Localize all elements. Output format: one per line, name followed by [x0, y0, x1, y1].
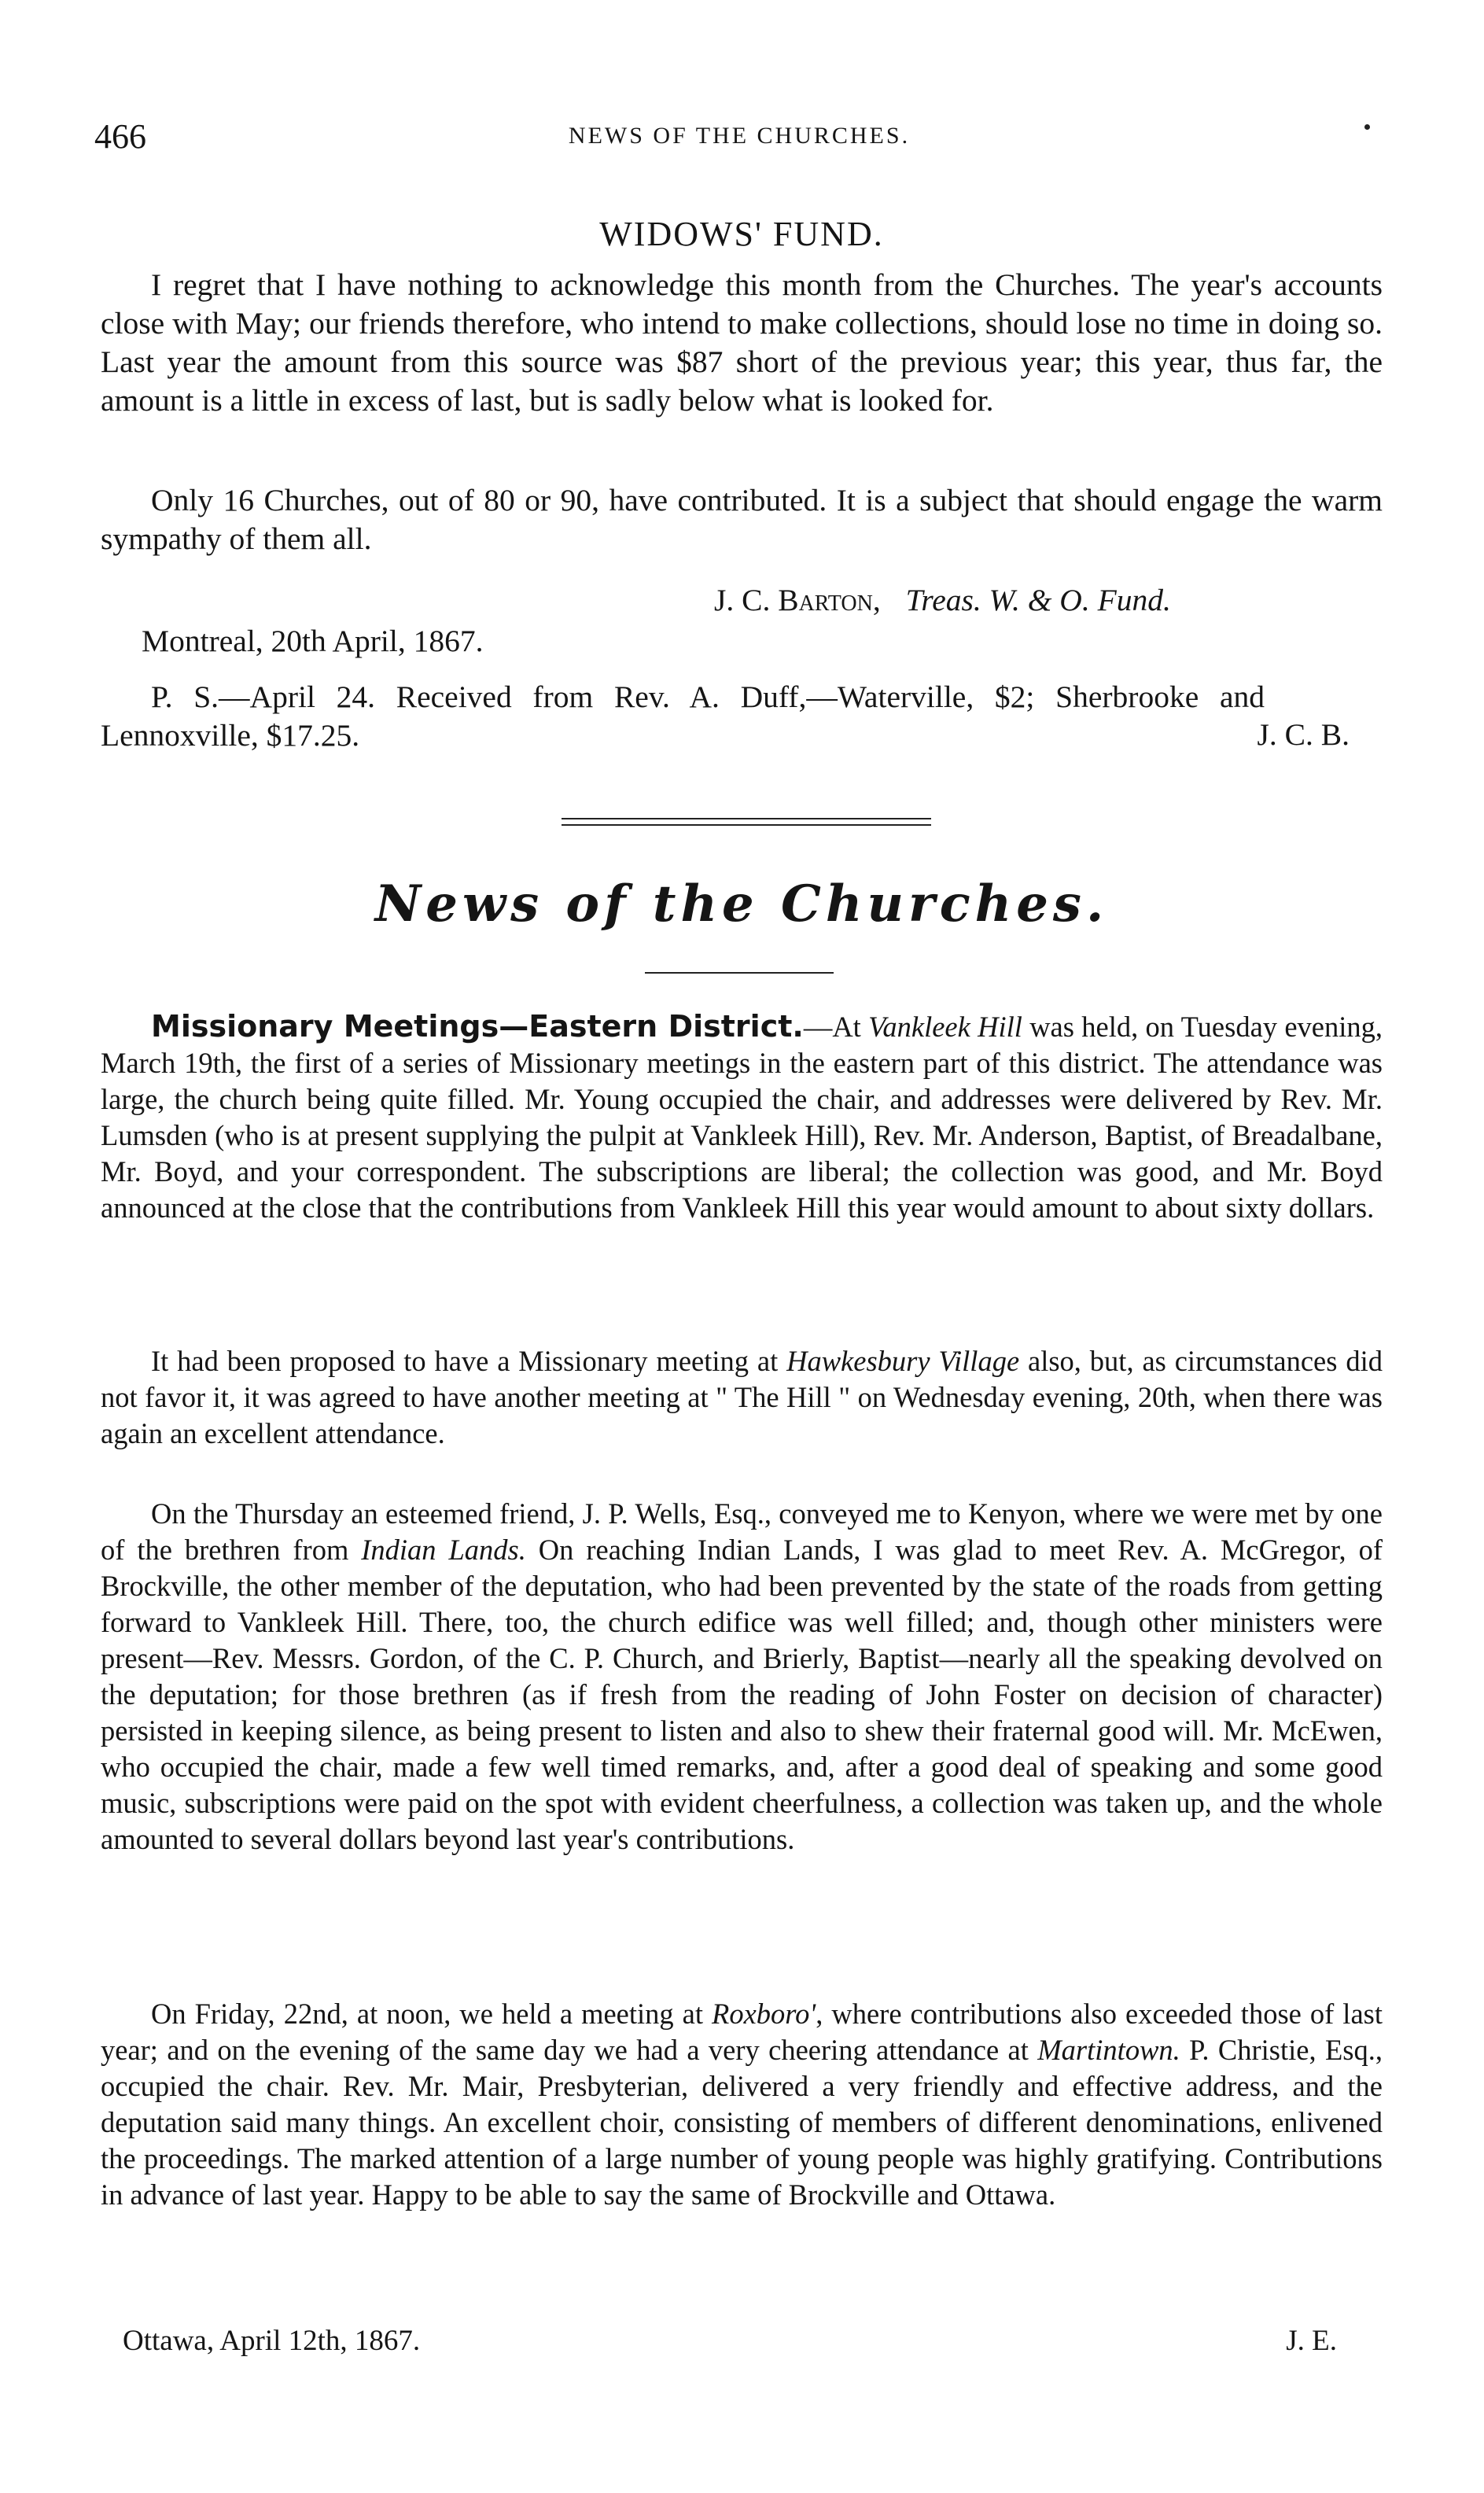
place-vankleek-hill: Vankleek Hill — [868, 1011, 1022, 1043]
section-divider-bottom — [562, 824, 931, 826]
news-paragraph-3-lead: On the Thursday an esteemed friend, J. P. Wells, Esq., conveyed me to Kenyon, where we were met by one of the brethren from — [101, 1497, 1383, 1566]
news-paragraph-4-middle: , where contributions also exceeded those of last year; and on the evening of the same day we had a very cheering attendance at — [101, 1998, 1383, 2066]
section-divider-top — [562, 818, 931, 819]
missionary-meetings-heading: Missionary Meetings—Eastern District. — [151, 1009, 804, 1044]
news-paragraph-3 — [101, 1496, 1383, 1858]
news-paragraph-4-text: P. Christie, Esq., occupied the chair. Rev. Mr. Mair, Presbyterian, delivered a very friendly and effective address, and the deputation said many things. An excellent choir, consisting of members of different denominations, enlivened the proceedings. The marked attention of a large number of young people was highly gratifying. Contributions in advance of last year. Happy to be able to say the same of Brockville and Ottawa. — [101, 2034, 1383, 2211]
place-roxboro: Roxboro' — [712, 1998, 816, 2030]
widows-fund-date: Montreal, 20th April, 1867. — [142, 624, 484, 658]
closing-initials: J. E. — [1286, 2325, 1337, 2357]
postscript-initials: J. C. B. — [1257, 717, 1350, 752]
news-paragraph-3-text: On reaching Indian Lands, I was glad to meet Rev. A. McGregor, of Brockville, the other member of the deputation, who had been prevented by the state of the roads from getting forward to Vankleek Hill. There, too, the church edifice was well filled; and, though other ministers were present—Rev. Messrs. Gordon, of the C. P. Church, and Brierly, Baptist—nearly all the speaking devolved on the deputation; for those brethren (as if fresh from the reading of John Foster on decision of character) persisted in keeping silence, as being present to listen and also to shew their fraternal good will. Mr. McEwen, who occupied the chair, made a few well timed remarks, and, after a good deal of speaking and some good music, subscriptions were paid on the spot with evident cheerfulness, a collection was taken up, and the whole amounted to several dollars beyond last year's contributions. — [101, 1534, 1383, 1855]
margin-dot — [1364, 124, 1370, 130]
widows-fund-paragraph-2: Only 16 Churches, out of 80 or 90, have contributed. It is a subject that should engage the warm sympathy of them all. — [101, 483, 1383, 556]
news-paragraph-2 — [101, 1343, 1383, 1452]
closing-date: Ottawa, April 12th, 1867. — [123, 2325, 421, 2357]
widows-fund-paragraph-1: I regret that I have nothing to acknowledge this month from the Churches. The year's accounts close with May; our friends therefore, who intend to make collections, should lose no time in doing so. Last year the amount from this source was $87 short of the previous year; this year, thus far, the amount is a little in excess of last, but is sadly below what is looked for. — [101, 267, 1383, 418]
place-martintown: Martintown. — [1037, 2034, 1180, 2066]
news-section-title: News of the Churches. — [374, 875, 1109, 933]
news-paragraph-4 — [101, 1996, 1383, 2213]
title-underline — [645, 972, 834, 974]
signature-name: J. C. Barton, — [714, 583, 881, 617]
news-paragraph-4-lead: On Friday, 22nd, at noon, we held a meeting at — [151, 1998, 713, 2030]
signature-title: Treas. W. & O. Fund. — [905, 583, 1171, 617]
postscript: P. S.—April 24. Received from Rev. A. Duff,—Waterville, $2; Sherbrooke and Lennoxville, $17.25. — [101, 679, 1265, 753]
running-title: NEWS OF THE CHURCHES. — [568, 123, 911, 149]
news-paragraph-2-lead: It had been proposed to have a Missionary meeting at — [151, 1345, 787, 1377]
news-paragraph-1-text: was held, on Tuesday evening, March 19th, the first of a series of Missionary meetings in the eastern part of this district. The attendance was large, the church being quite filled. Mr. Young occupied the chair, and addresses were delivered by Rev. Mr. Lumsden (who is at present supplying the pulpit at Vankleek Hill), Rev. Mr. Anderson, Baptist, of Breadalbane, Mr. Boyd, and your correspondent. The subscriptions are liberal; the collection was good, and Mr. Boyd announced at the close that the contributions from Vankleek Hill this year would amount to about sixty dollars. — [101, 1011, 1383, 1224]
page-header — [94, 116, 1384, 164]
treasurer-signature — [101, 582, 1383, 618]
place-indian-lands: Indian Lands. — [361, 1534, 526, 1566]
widows-fund-title: WIDOWS' FUND. — [599, 215, 884, 253]
place-hawkesbury-village: Hawkesbury Village — [786, 1345, 1020, 1377]
page-number: 466 — [94, 117, 146, 156]
news-paragraph-1-lead: —At — [803, 1011, 869, 1043]
news-paragraph-2-text: also, but, as circumstances did not favor it, it was agreed to have another meeting at " The Hill " on Wednesday evening, 20th, when there was again an excellent attendance. — [101, 1345, 1383, 1449]
news-paragraph-1 — [101, 1008, 1383, 1226]
